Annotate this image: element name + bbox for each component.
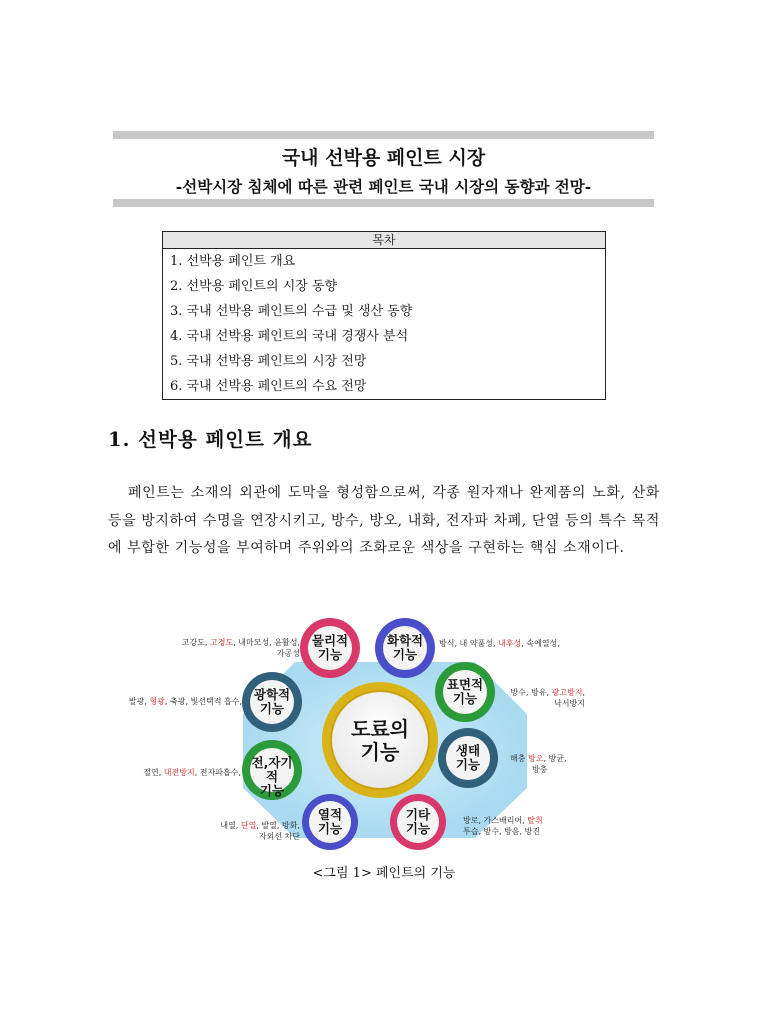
note-optical: 발광, 형광, 축광, 빛선택적 흡수, (128, 697, 242, 706)
node-thermal-label: 열적 기능 (317, 807, 343, 836)
document-subtitle: -선박시장 침체에 따른 관련 페인트 국내 시장의 동향과 전망- (175, 177, 592, 196)
note-other: 방로, 가스배리어, 탈취 투습, 방수, 방음, 방진 (463, 816, 543, 836)
toc-item: 1. 선박용 페인트 개요 (170, 254, 296, 269)
node-biological-label: 생태 기능 (455, 743, 481, 772)
note-electromagnetic: 절연, 대전방지, 전자파흡수, (143, 768, 241, 777)
center-node-label: 도료의 기능 (351, 717, 409, 764)
note-biological: 해충 방오, 방균, 방충 (510, 754, 567, 774)
toc-header: 목차 (163, 232, 605, 249)
node-electromagnetic-label: 전,자기적 기능 (251, 755, 293, 798)
note-chemical: 방식, 내 약품성, 내후성, 속에열성, (439, 639, 560, 648)
section-heading: 1. 선박용 페인트 개요 (108, 428, 313, 451)
body-paragraph: 페인트는 소재의 외관에 도막을 형성함으로써, 각종 원자재나 완제품의 노화, 산화 등을 방지하여 수명을 연장시키고, 방수, 방오, 내화, 전자파 차폐, 단열 등의 특수 목적에 부합한 기능성을 부여하며 주위와의 조화로운 색상을 구현하는 핵심 소재이다. (108, 485, 660, 556)
title-bar-top (113, 131, 654, 139)
note-physical: 고강도, 고경도, 내마모성, 윤활성, 가공성 (181, 638, 300, 658)
node-optical-label: 광학적 기능 (253, 687, 291, 716)
node-other-label: 기타 기능 (405, 807, 431, 836)
figure-caption: <그림 1> 페인트의 기능 (312, 866, 456, 881)
node-physical-label: 물리적 기능 (311, 633, 349, 662)
title-bar-bottom (113, 199, 654, 207)
toc-item: 2. 선박용 페인트의 시장 동향 (170, 279, 338, 294)
note-thermal: 내열, 단열, 발열, 방화, 자외선 차단 (220, 821, 300, 841)
note-surface: 방수, 방유, 광고방지, 낙서방지 (510, 688, 585, 708)
toc-item: 5. 국내 선박용 페인트의 시장 전망 (170, 354, 367, 369)
document-title: 국내 선박용 페인트 시장 (281, 147, 486, 169)
table-of-contents (162, 231, 606, 400)
paint-functions-diagram (128, 610, 635, 850)
node-chemical-label: 화학적 기능 (386, 633, 424, 662)
toc-item: 3. 국내 선박용 페인트의 수급 및 생산 동향 (170, 304, 413, 319)
node-surface-label: 표면적 기능 (446, 677, 484, 706)
toc-item: 6. 국내 선박용 페인트의 수요 전망 (170, 379, 367, 394)
toc-item: 4. 국내 선박용 페인트의 국내 경쟁사 분석 (170, 329, 409, 344)
